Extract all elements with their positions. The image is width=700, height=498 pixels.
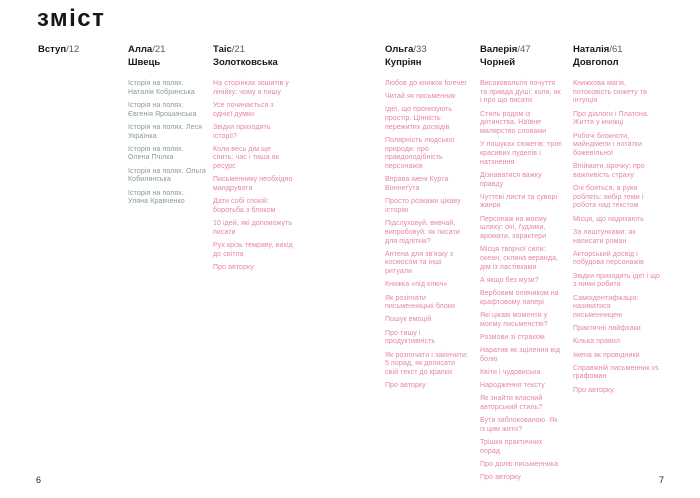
author-page-number: /61 — [609, 44, 623, 55]
toc-entry: Письменнику необхідно мандрувати — [213, 176, 293, 193]
toc-entry: Просто розкажи цікаву історію — [385, 198, 461, 214]
toc-entry: Книжка «під ключ» — [385, 281, 448, 289]
toc-entry: А якщо без музи? — [480, 276, 539, 284]
toc-entry: Імена як провідники — [573, 351, 640, 359]
toc-entry: Підслуховуй, вивчай, випробовуй: як писати для підлітків? — [385, 220, 460, 245]
toc-column — [385, 44, 469, 395]
toc-entry: Історія на полях. Наталія Кобринська — [128, 80, 195, 96]
toc-entry: Вправа імені Курта Воннеґута — [385, 176, 449, 193]
toc-entry: Дати собі спокій: боротьба з блоком — [213, 198, 276, 214]
author-page-number: /33 — [413, 44, 427, 55]
toc-entry: Самоідентифікація: називатися письменницею — [573, 294, 639, 319]
toc-entry: Про авторку — [213, 263, 254, 271]
author-name: Наталія — [573, 44, 610, 55]
toc-entry: Які цікаві моменти у моєму письменстві? — [480, 311, 548, 328]
toc-entry: Як знайти власний авторський стиль? — [480, 395, 543, 412]
author-page-number: /47 — [517, 44, 531, 55]
column-author-heading — [573, 44, 661, 69]
toc-entry: Про авторку — [385, 382, 426, 390]
toc-entry: Звідки приходять історії? — [213, 123, 271, 140]
toc-entry: Історія на полях. Олена Пчілка — [128, 145, 184, 162]
toc-entry: Кілька правил — [573, 338, 621, 346]
toc-entry: Бути заблокованою. Як із цим жити? — [480, 417, 558, 433]
toc-entry: Антена для зв'язку з космосом та інші ритуали — [385, 250, 454, 276]
toc-entry: Персонаж на моєму шляху: очі, ґудзики, аромати, характери — [480, 215, 547, 241]
author-name: Алла — [128, 44, 153, 55]
toc-entry: Впіймати зірочку: про важливість страху — [573, 163, 645, 179]
toc-entry: Полярність людської природи: про правдоподібність персонажів — [385, 137, 455, 171]
toc-entry: Вербовим олівчиком на крафтовому папері — [480, 290, 559, 306]
folio-right: 7 — [658, 475, 664, 485]
author-surname: Золотковська — [213, 56, 278, 68]
toc-entry: Як розігнати письменницькі блоки — [385, 294, 456, 311]
intro-page-number: /12 — [66, 44, 80, 55]
toc-entry: Книжкова магія, потоковість сюжету та інтуїція — [573, 80, 648, 105]
intro-label: Вступ — [38, 44, 67, 55]
toc-entry: Практичні лайфхаки — [573, 325, 641, 333]
toc-entry: Коли весь дім ще спить: час і тиша як ресурс — [213, 145, 279, 171]
toc-entry: Народження тексту — [480, 382, 545, 390]
toc-entry: Чуттєві листи та суворі жанри — [480, 193, 558, 210]
author-surname: Довгопол — [573, 56, 619, 68]
toc-entry: Про авторку — [573, 386, 614, 394]
toc-entry: Про тишу і продуктивність — [385, 329, 436, 346]
column-author-heading — [480, 44, 564, 69]
author-page-number: /21 — [231, 44, 245, 55]
toc-entry: На сторінках зошитів у лінійку: чому я пишу — [213, 80, 289, 96]
toc-entry: Робочі блокноти, майндмепи і нотатки божевільної — [573, 132, 642, 157]
toc-entry: Дізнаватися важку правду — [480, 171, 542, 188]
page-title: зміст — [37, 5, 106, 32]
toc-entry: Трішки практичних порад — [480, 439, 543, 455]
toc-entry: За лаштунками: як написати роман — [573, 228, 636, 245]
toc-entry: Місця творчої сили: океан, скляна веранда, дім із ластівками — [480, 246, 559, 271]
toc-entry: Історія на полях. Уляна Кравченко — [128, 189, 185, 206]
toc-entry: У пошуках сюжетів: троє красивих пуделів і натхнення — [480, 141, 562, 166]
author-surname: Чорней — [480, 56, 516, 68]
toc-column — [213, 44, 293, 277]
toc-entry: 10 ідей, які допоможуть писати — [213, 220, 293, 236]
author-name: Валерія — [480, 44, 518, 55]
toc-entry: Наратив як зцілення від болю — [480, 347, 561, 363]
toc-entry: Акторський досвід і побудова персонажів — [573, 250, 644, 267]
intro-entry — [38, 44, 79, 55]
toc-entry: Про авторку — [480, 474, 521, 482]
toc-entry: Усе починається з однієї думки — [213, 101, 274, 118]
toc-entry: Звідки приходять ідеї і що з ними робити — [573, 272, 661, 289]
toc-entry: Історія на полях. Ольга Кобилянська — [128, 167, 206, 184]
author-name: Таіс — [213, 44, 232, 55]
toc-entry: Рух крізь темряву, вихід до світла — [213, 242, 293, 258]
toc-entry: Розмови зі страхом — [480, 333, 545, 341]
toc-entry: Ідеї, що пронизують простір. Цінність пережитих досвідів — [385, 106, 453, 131]
author-name: Ольга — [385, 44, 414, 55]
column-author-heading — [128, 44, 206, 69]
toc-entry: Історія на полях. Леся Українка — [128, 123, 203, 140]
toc-entry: Як розпочати і закінчити: 5 порад, як дописати свій текст до крапки — [385, 351, 469, 376]
toc-entry: Пошук емоцій — [385, 316, 432, 324]
author-page-number: /21 — [152, 44, 166, 55]
column-author-heading — [385, 44, 469, 69]
toc-entry: Місця, що надихають — [573, 215, 645, 223]
folio-left: 6 — [36, 475, 42, 485]
toc-entry: Любов до книжок forever — [385, 80, 467, 87]
toc-entry: Високовольтні почуття та правда душі: коли, як і про що писати — [480, 80, 561, 105]
author-surname: Купріян — [385, 56, 422, 68]
author-surname: Швець — [128, 56, 161, 68]
toc-entry: Про діалоги і Платона. Життя у книжці — [573, 110, 650, 127]
toc-entry: Стиль родом із дитинства. Наївне малярство словами — [480, 110, 547, 136]
toc-entry: Очі бояться, а руки роблять: вибір теми і робота над текстом — [573, 185, 644, 210]
toc-entry: Справжній письменник vs графоман — [573, 364, 659, 381]
toc-column — [128, 44, 206, 211]
toc-entry: Про долю письменника — [480, 461, 559, 469]
toc-entry: Читай як письменник — [385, 93, 456, 101]
toc-entry: Квіти і чудовиська — [480, 368, 541, 376]
toc-column — [573, 44, 661, 400]
toc-entry: Історія на полях. Євгенія Ярошинська — [128, 101, 197, 118]
toc-column — [480, 44, 564, 488]
column-author-heading — [213, 44, 293, 69]
